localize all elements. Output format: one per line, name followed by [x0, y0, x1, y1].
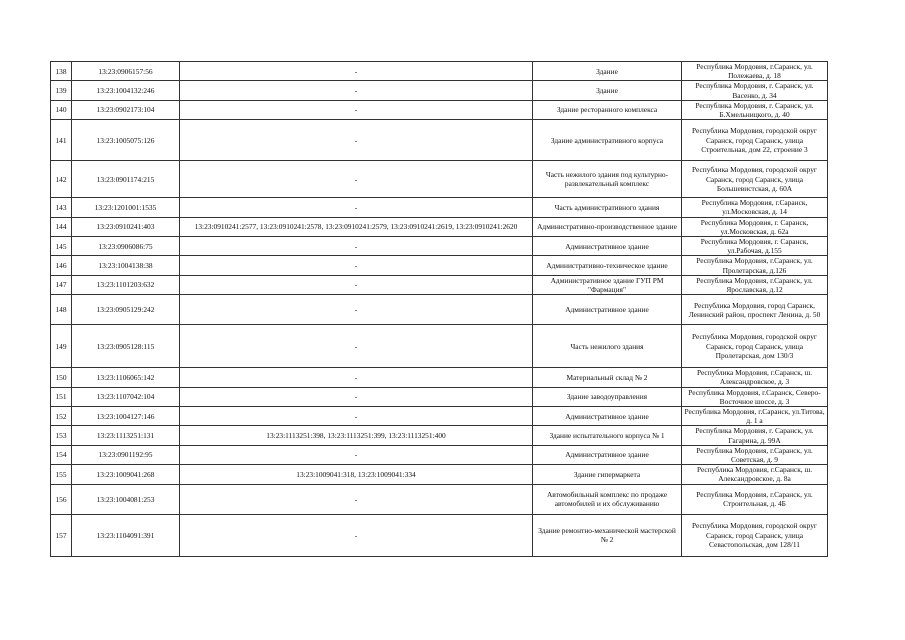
cadastral-number-cell: 13:23:1113251:131 — [72, 426, 180, 445]
object-name-cell: Здание — [533, 62, 682, 81]
cadastral-number-cell: 13:23:1009041:268 — [72, 465, 180, 484]
table-row — [51, 426, 828, 445]
object-name-cell: Здание заводоуправления — [533, 387, 682, 406]
object-name-cell: Административное здание — [533, 407, 682, 426]
row-number-cell: 154 — [51, 445, 72, 464]
inner-cadastral-numbers-cell: - — [180, 325, 533, 368]
cadastral-number-cell: 13:23:0905129:242 — [72, 295, 180, 325]
object-address-cell: Республика Мордовия, г.Саранск, ш. Александровское, д. 8а — [682, 465, 828, 484]
inner-cadastral-numbers-cell: - — [180, 368, 533, 387]
object-name-cell: Здание ресторанного комплекса — [533, 100, 682, 119]
object-address-cell: Республика Мордовия, г. Саранск, ул.Рабочая, д.155 — [682, 237, 828, 256]
row-number-cell: 155 — [51, 465, 72, 484]
inner-cadastral-numbers-cell: - — [180, 100, 533, 119]
table-row — [51, 325, 828, 368]
table-row — [51, 198, 828, 217]
row-number-cell: 157 — [51, 514, 72, 556]
inner-cadastral-numbers-cell: - — [180, 407, 533, 426]
cadastral-number-cell: 13:23:0901174:215 — [72, 161, 180, 198]
object-name-cell: Здание испытательного корпуса № 1 — [533, 426, 682, 445]
inner-cadastral-numbers-cell: 13:23:1009041:318, 13:23:1009041:334 — [180, 465, 533, 484]
object-address-cell: Республика Мордовия, г. Саранск, ул. Гагарина, д. 99А — [682, 426, 828, 445]
inner-cadastral-numbers-cell: - — [180, 120, 533, 161]
row-number-cell: 153 — [51, 426, 72, 445]
object-address-cell: Республика Мордовия, г.Саранск, ул. Ярославская, д.12 — [682, 275, 828, 294]
table-row — [51, 484, 828, 514]
object-address-cell: Республика Мордовия, г.Саранск, ул. Пролетарская, д.126 — [682, 256, 828, 275]
cadastral-number-cell: 13:23:1106065:142 — [72, 368, 180, 387]
row-number-cell: 145 — [51, 237, 72, 256]
inner-cadastral-numbers-cell: - — [180, 198, 533, 217]
row-number-cell: 148 — [51, 295, 72, 325]
cadastral-number-cell: 13:23:1005075:126 — [72, 120, 180, 161]
object-address-cell: Республика Мордовия, г.Саранск, ул.Московская, д. 14 — [682, 198, 828, 217]
inner-cadastral-numbers-cell: - — [180, 445, 533, 464]
object-address-cell: Республика Мордовия, г.Саранск, ул. Советская, д. 9 — [682, 445, 828, 464]
table-row — [51, 237, 828, 256]
cadastral-number-cell: 13:23:0905128:115 — [72, 325, 180, 368]
row-number-cell: 139 — [51, 81, 72, 100]
table-row — [51, 120, 828, 161]
object-address-cell: Республика Мордовия, г.Саранск, ул. Строительная, д. 4Б — [682, 484, 828, 514]
object-name-cell: Автомобильный комплекс по продаже автомобилей и их обслуживанию — [533, 484, 682, 514]
object-address-cell: Республика Мордовия, городской округ Саранск, город Саранск, улица Строительная, дом 22, строение 3 — [682, 120, 828, 161]
inner-cadastral-numbers-cell: - — [180, 62, 533, 81]
object-name-cell: Здание — [533, 81, 682, 100]
inner-cadastral-numbers-cell: 13:23:0910241:2577, 13:23:0910241:2578, 13:23:0910241:2579, 13:23:0910241:2619, 13:23:0910241:2620 — [180, 217, 533, 236]
object-address-cell: Республика Мордовия, г.Саранск, ул.Титова, д. 1 а — [682, 407, 828, 426]
table-row — [51, 368, 828, 387]
object-address-cell: Республика Мордовия, г. Саранск, ул.Московская, д. 62а — [682, 217, 828, 236]
object-name-cell: Административно-производственное здание — [533, 217, 682, 236]
object-name-cell: Административное здание — [533, 445, 682, 464]
object-name-cell: Часть административного здания — [533, 198, 682, 217]
inner-cadastral-numbers-cell: - — [180, 484, 533, 514]
inner-cadastral-numbers-cell: 13:23:1113251:398, 13:23:1113251:399, 13:23:1113251:400 — [180, 426, 533, 445]
inner-cadastral-numbers-cell: - — [180, 161, 533, 198]
row-number-cell: 143 — [51, 198, 72, 217]
object-name-cell: Административно-техническое здание — [533, 256, 682, 275]
inner-cadastral-numbers-cell: - — [180, 81, 533, 100]
inner-cadastral-numbers-cell: - — [180, 514, 533, 556]
table-body — [51, 62, 828, 557]
object-name-cell: Административное здание — [533, 295, 682, 325]
object-address-cell: Республика Мордовия, г.Саранск, Северо-Восточное шоссе, д. 3 — [682, 387, 828, 406]
inner-cadastral-numbers-cell: - — [180, 237, 533, 256]
buildings-table — [50, 61, 828, 557]
row-number-cell: 146 — [51, 256, 72, 275]
inner-cadastral-numbers-cell: - — [180, 256, 533, 275]
table-row — [51, 445, 828, 464]
row-number-cell: 141 — [51, 120, 72, 161]
cadastral-number-cell: 13:23:1107042:104 — [72, 387, 180, 406]
table-row — [51, 295, 828, 325]
object-address-cell: Республика Мордовия, город Саранск, Ленинский район, проспект Ленина, д. 50 — [682, 295, 828, 325]
object-name-cell: Административное здание ГУП РМ "Фармация" — [533, 275, 682, 294]
object-address-cell: Республика Мордовия, г. Саранск, ул. Васенко, д. 34 — [682, 81, 828, 100]
cadastral-number-cell: 13:23:0901192:95 — [72, 445, 180, 464]
cadastral-number-cell: 13:23:1004127:146 — [72, 407, 180, 426]
row-number-cell: 138 — [51, 62, 72, 81]
row-number-cell: 149 — [51, 325, 72, 368]
inner-cadastral-numbers-cell: - — [180, 295, 533, 325]
cadastral-number-cell: 13:23:1201001:1535 — [72, 198, 180, 217]
cadastral-number-cell: 13:23:0906086:75 — [72, 237, 180, 256]
object-address-cell: Республика Мордовия, городской округ Саранск, город Саранск, улица Большевистская, д. 60А — [682, 161, 828, 198]
table-row — [51, 100, 828, 119]
row-number-cell: 142 — [51, 161, 72, 198]
cadastral-number-cell: 13:23:1004132:246 — [72, 81, 180, 100]
table-row — [51, 514, 828, 556]
object-name-cell: Часть нежилого здания — [533, 325, 682, 368]
table-row — [51, 62, 828, 81]
row-number-cell: 144 — [51, 217, 72, 236]
table-row — [51, 407, 828, 426]
object-address-cell: Республика Мордовия, городской округ Саранск, город Саранск, улица Пролетарская, дом 130/3 — [682, 325, 828, 368]
object-name-cell: Здание гипермаркета — [533, 465, 682, 484]
row-number-cell: 147 — [51, 275, 72, 294]
object-name-cell: Часть нежилого здания под культурно-развлекательный комплекс — [533, 161, 682, 198]
row-number-cell: 152 — [51, 407, 72, 426]
row-number-cell: 151 — [51, 387, 72, 406]
object-address-cell: Республика Мордовия, г.Саранск, ш. Александровское, д. 3 — [682, 368, 828, 387]
object-address-cell: Республика Мордовия, городской округ Саранск, город Саранск, улица Севастопольская, дом 128/11 — [682, 514, 828, 556]
object-name-cell: Материальный склад № 2 — [533, 368, 682, 387]
row-number-cell: 140 — [51, 100, 72, 119]
cadastral-number-cell: 13:23:1104091:391 — [72, 514, 180, 556]
cadastral-number-cell: 13:23:1004138:38 — [72, 256, 180, 275]
object-address-cell: Республика Мордовия, г. Саранск, ул. Б.Хмельницкого, д. 40 — [682, 100, 828, 119]
object-name-cell: Здание ремонтно-механической мастерской № 2 — [533, 514, 682, 556]
inner-cadastral-numbers-cell: - — [180, 387, 533, 406]
table-row — [51, 256, 828, 275]
row-number-cell: 150 — [51, 368, 72, 387]
object-address-cell: Республика Мордовия, г.Саранск, ул. Полежаева, д. 18 — [682, 62, 828, 81]
cadastral-number-cell: 13:23:0906157:56 — [72, 62, 180, 81]
cadastral-number-cell: 13:23:0902173:104 — [72, 100, 180, 119]
row-number-cell: 156 — [51, 484, 72, 514]
object-name-cell: Здание административного корпуса — [533, 120, 682, 161]
cadastral-number-cell: 13:23:1101203:632 — [72, 275, 180, 294]
table-row — [51, 465, 828, 484]
cadastral-number-cell: 13:23:1004081:253 — [72, 484, 180, 514]
table-row — [51, 275, 828, 294]
table-row — [51, 217, 828, 236]
inner-cadastral-numbers-cell: - — [180, 275, 533, 294]
cadastral-number-cell: 13:23:0910241:403 — [72, 217, 180, 236]
table-row — [51, 387, 828, 406]
table-row — [51, 81, 828, 100]
table-row — [51, 161, 828, 198]
object-name-cell: Административное здание — [533, 237, 682, 256]
